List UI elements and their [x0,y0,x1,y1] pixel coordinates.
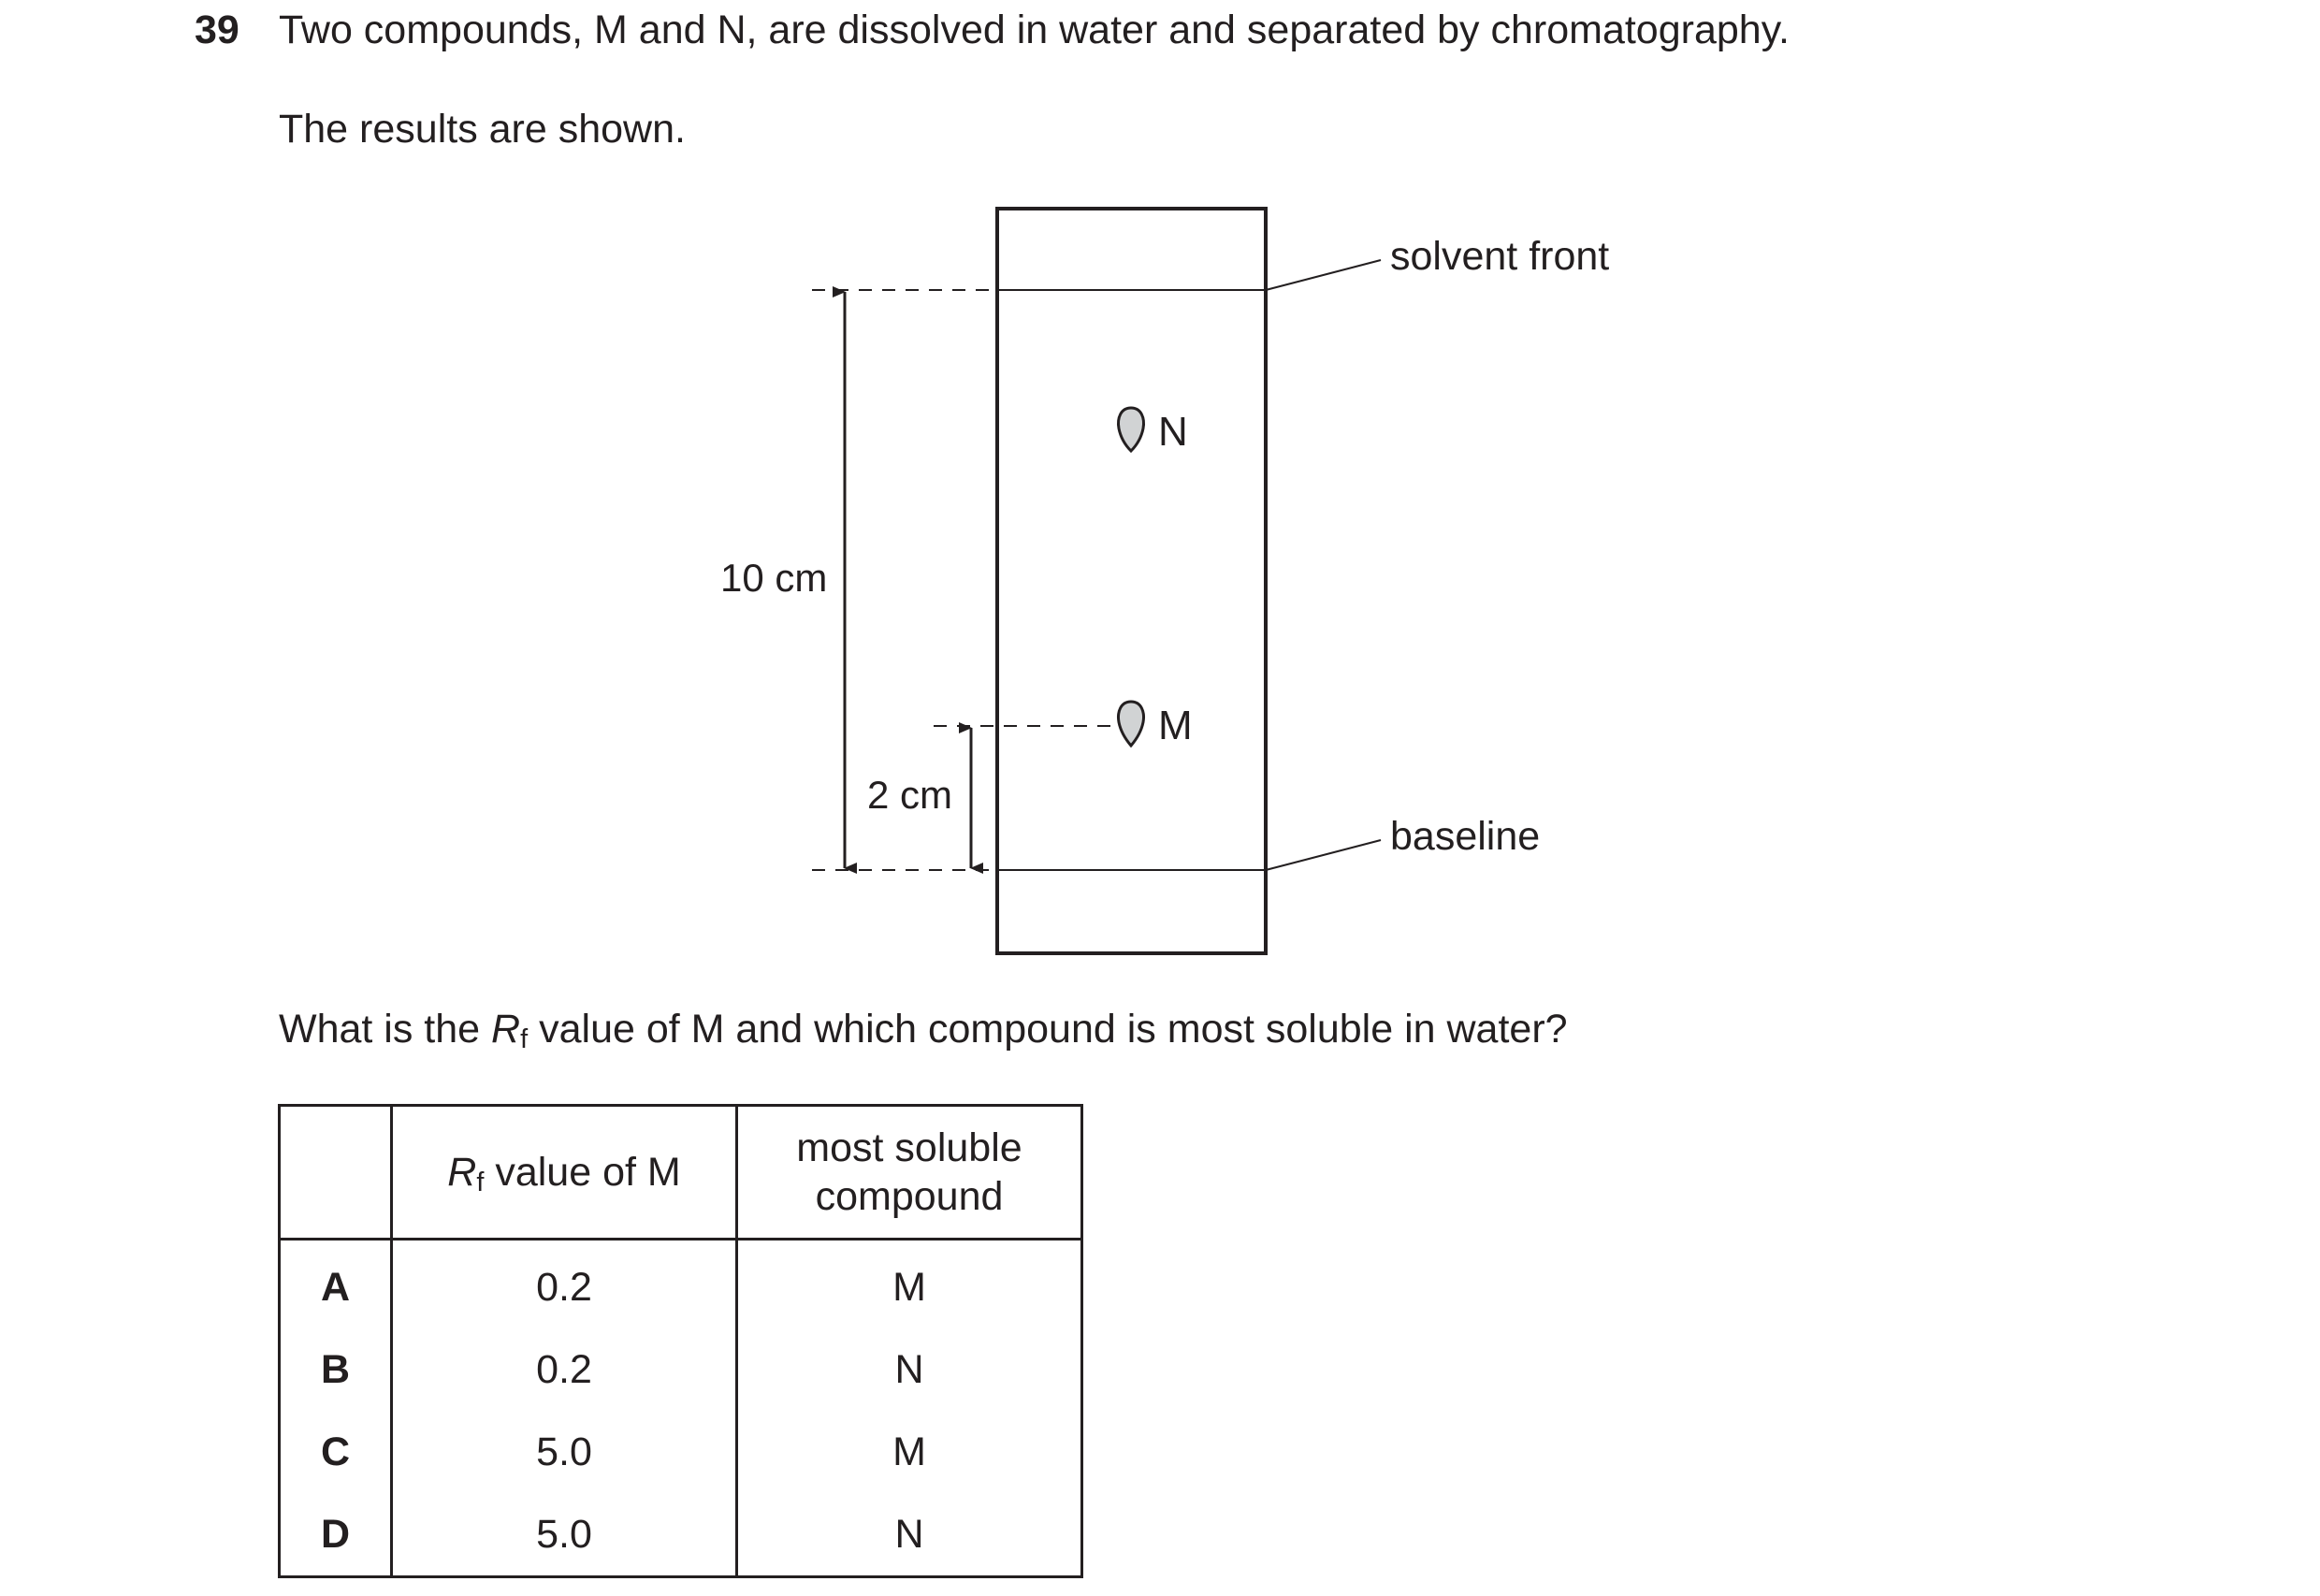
header-rf-symbol: R [447,1150,477,1195]
total-distance-label: 10 cm [720,556,828,600]
question-intro: Two compounds, M and N, are dissolved in water and separated by chromatography. [279,7,1790,52]
header-most-soluble [737,1106,1082,1240]
question-prompt [279,1003,1568,1055]
header-rf-value [392,1106,737,1240]
spot-m [1119,702,1144,746]
option-letter: D [280,1493,392,1577]
prompt-rf-symbol: R [491,1007,521,1052]
question-number: 39 [195,7,239,52]
table-row [280,1411,1082,1493]
option-rf-value: 5.0 [392,1493,737,1577]
option-compound: N [737,1328,1082,1411]
chromatography-paper [997,209,1266,953]
option-compound: N [737,1493,1082,1577]
table-row [280,1240,1082,1329]
table-header-row [280,1106,1082,1240]
option-letter: A [280,1240,392,1329]
spot-m-distance-label: 2 cm [867,773,953,817]
baseline-label: baseline [1390,814,1541,859]
table-row [280,1328,1082,1411]
spot-n-label: N [1158,409,1188,455]
header-rf-text: value of M [484,1150,681,1195]
option-letter: B [280,1328,392,1411]
header-soluble-line2: compound [815,1174,1004,1219]
solvent-front-label: solvent front [1390,234,1610,279]
prompt-text-after: value of M and which compound is most soluble in water? [528,1007,1568,1052]
answer-options-table [278,1104,1083,1578]
table-row [280,1493,1082,1577]
option-rf-value: 5.0 [392,1411,737,1493]
option-compound: M [737,1240,1082,1329]
header-soluble-line1: most soluble [796,1125,1022,1170]
spot-n [1119,408,1144,451]
solvent-front-leader-line [1266,260,1381,290]
option-letter: C [280,1411,392,1493]
option-rf-value: 0.2 [392,1240,737,1329]
header-rf-subscript: f [476,1168,485,1197]
spot-m-label: M [1158,703,1193,748]
prompt-text-before: What is the [279,1007,492,1052]
results-line: The results are shown. [279,107,686,152]
header-empty-cell [280,1106,392,1240]
prompt-rf-subscript: f [520,1024,529,1054]
baseline-leader-line [1266,840,1381,870]
option-compound: M [737,1411,1082,1493]
option-rf-value: 0.2 [392,1328,737,1411]
